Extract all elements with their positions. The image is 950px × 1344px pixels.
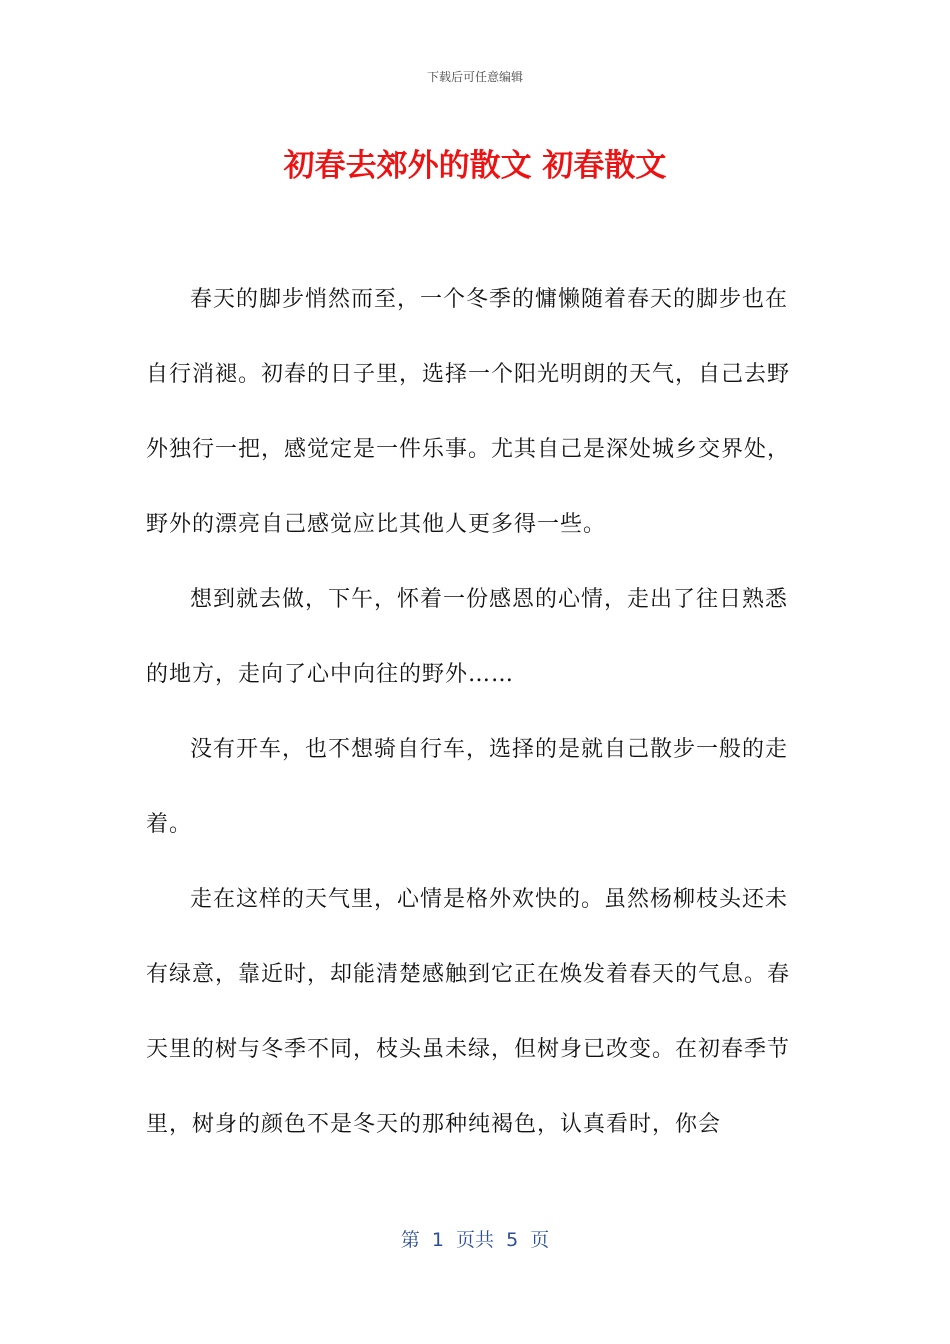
paragraph-1: 春天的脚步悄然而至，一个冬季的慵懒随着春天的脚步也在自行消褪。初春的日子里，选择一个阳光明朗的天气，自己去野外独行一把，感觉定是一件乐事。尤其自己是深处城乡交界处，野外的漂亮自己感觉应比其他人更多得一些。 xyxy=(146,287,791,537)
page-footer: 第 1 页共 5 页 xyxy=(400,1229,550,1251)
document-title: 初春去郊外的散文 初春散文 xyxy=(283,148,667,184)
paragraph-3: 没有开车，也不想骑自行车，选择的是就自己散步一般的走着。 xyxy=(146,737,789,837)
paragraph-4: 走在这样的天气里，心情是格外欢快的。虽然杨柳枝头还未有绿意，靠近时，却能清楚感触到它正在焕发着春天的气息。春天里的树与冬季不同，枝头虽未绿，但树身已改变。在初春季节里，树身的颜色不是冬天的那种纯褐色，认真看时，你会 xyxy=(146,887,791,1137)
header-note: 下载后可任意编辑 xyxy=(426,70,523,84)
paragraph-2: 想到就去做，下午，怀着一份感恩的心情，走出了往日熟悉的地方，走向了心中向往的野外…… xyxy=(146,587,789,687)
document-body xyxy=(146,262,806,1162)
